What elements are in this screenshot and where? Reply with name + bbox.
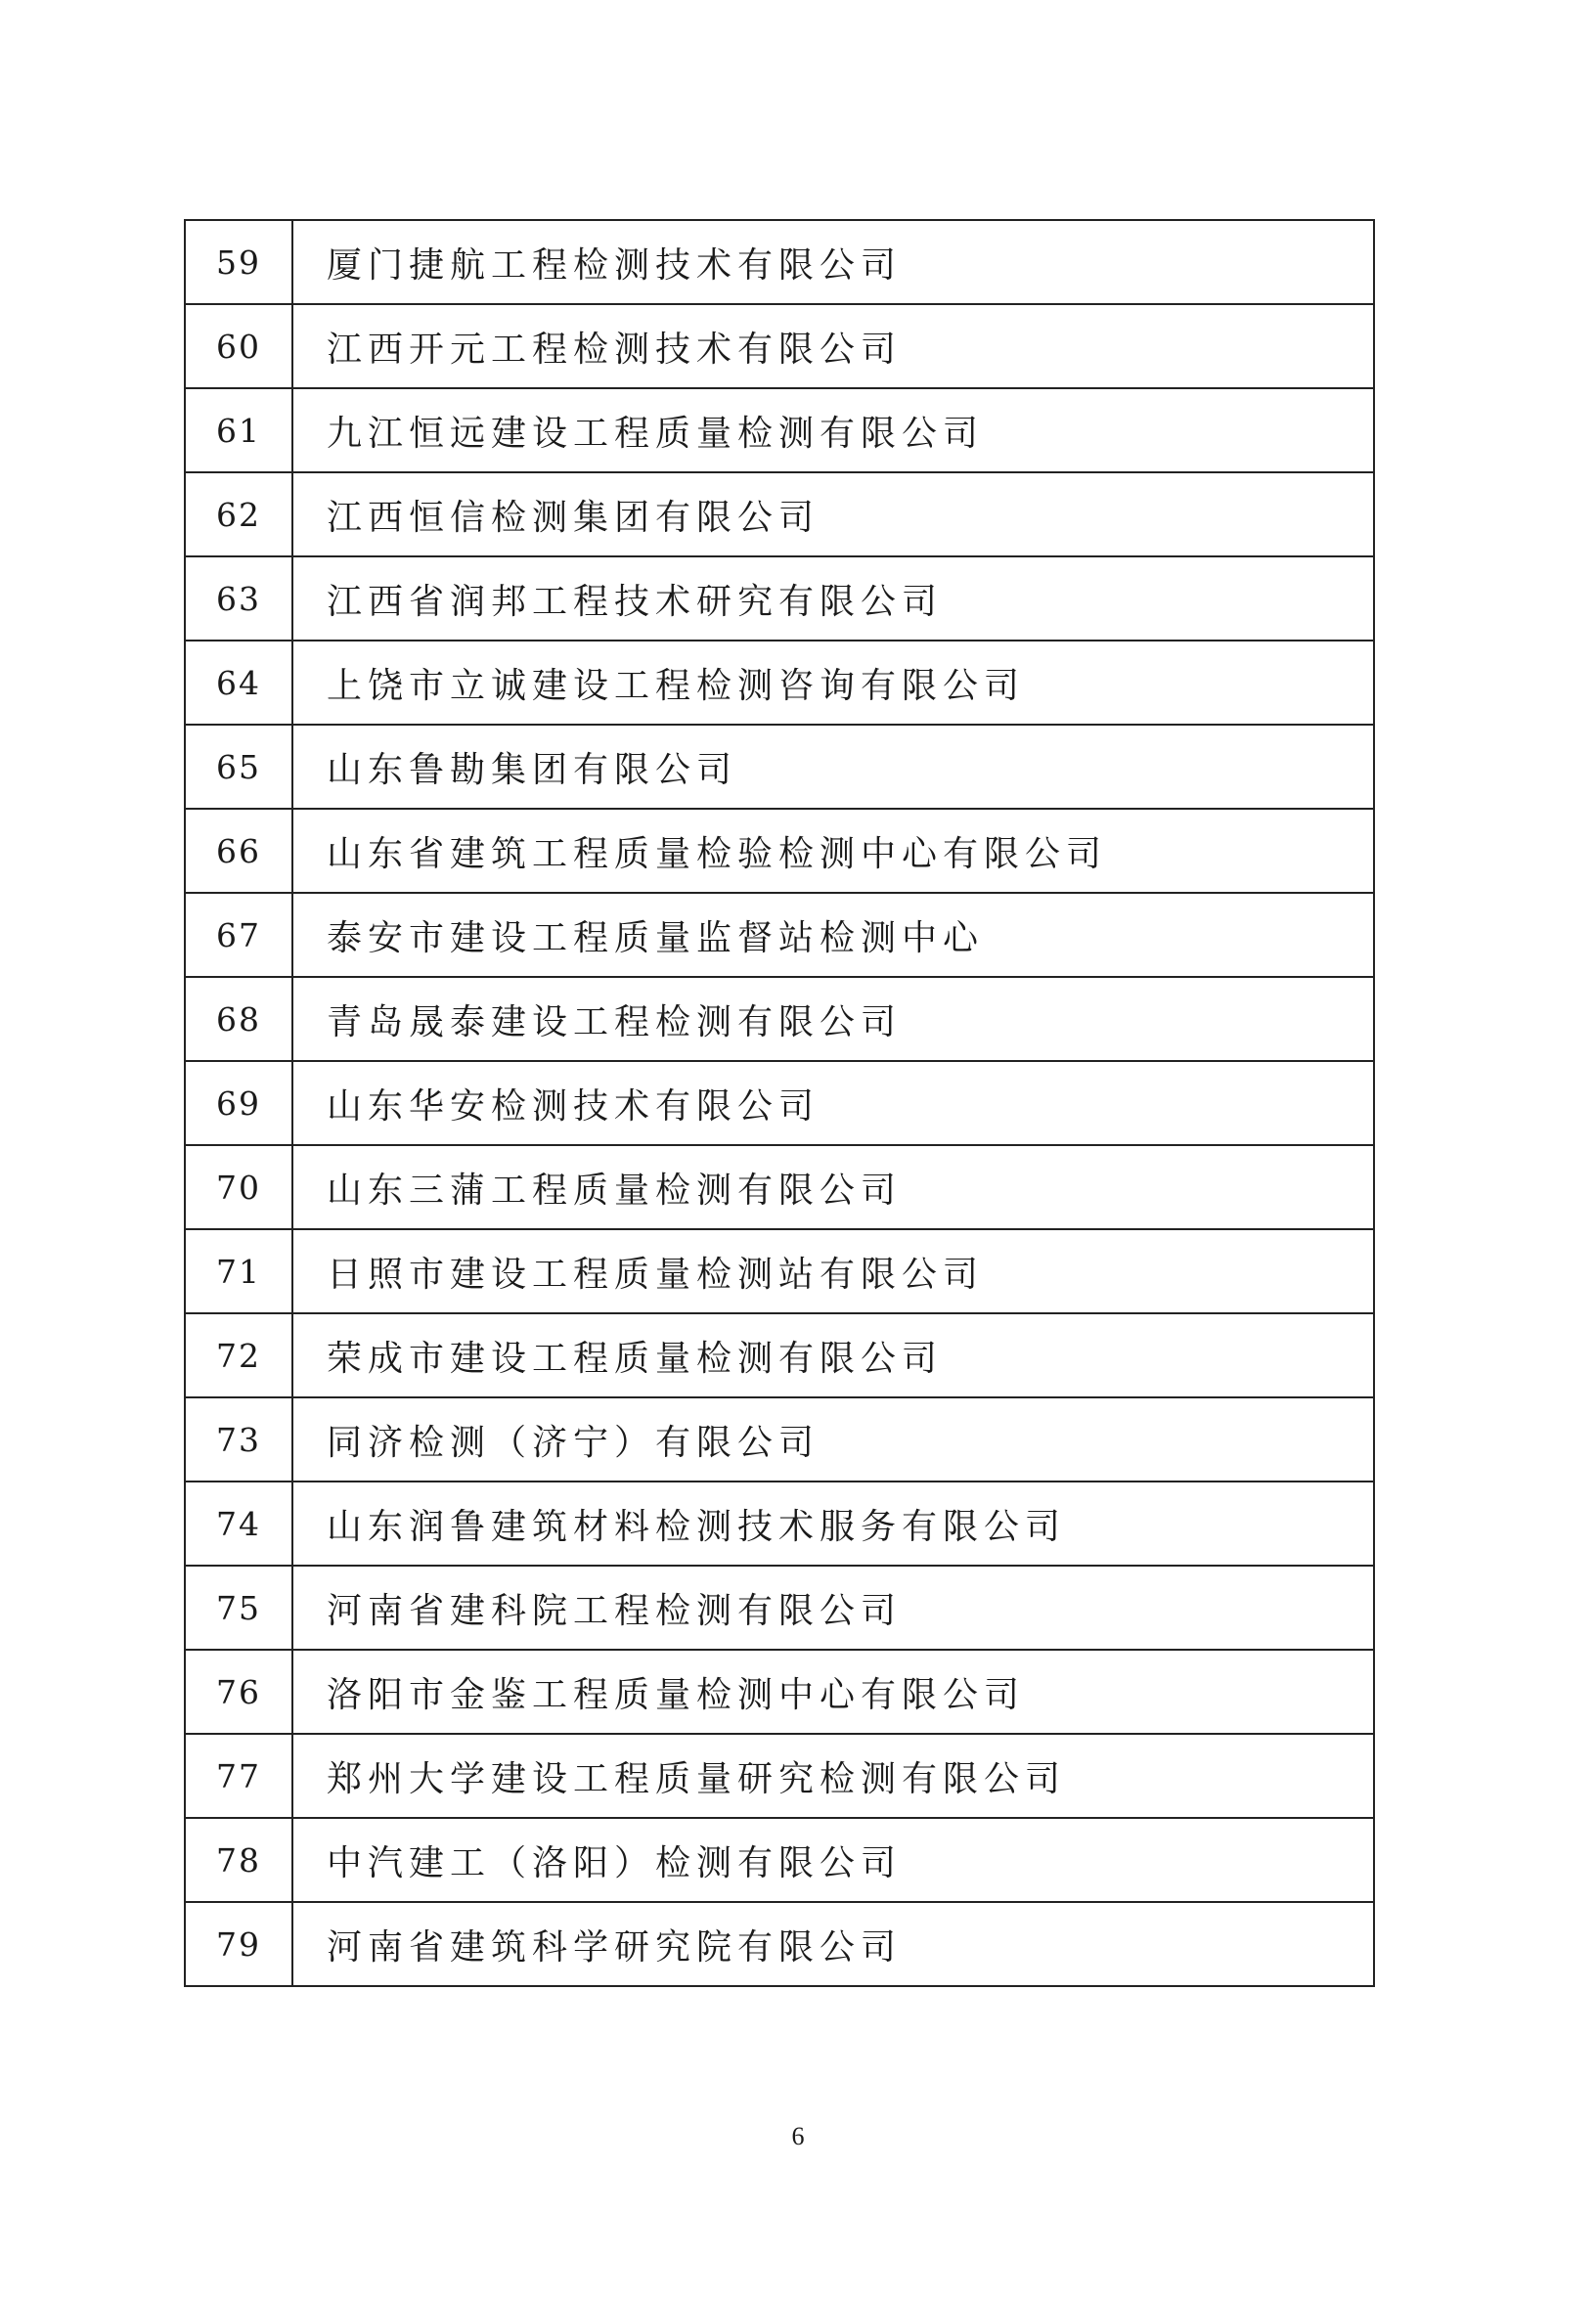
- table-row: [185, 1061, 1374, 1145]
- row-number-cell: 70: [185, 1145, 292, 1229]
- table-row: [185, 220, 1374, 304]
- row-number-cell: 60: [185, 304, 292, 388]
- institution-name-cell: 山东三蒲工程质量检测有限公司: [292, 1145, 1374, 1229]
- table-row: [185, 977, 1374, 1061]
- table-row: [185, 1482, 1374, 1566]
- institution-name-cell: 山东润鲁建筑材料检测技术服务有限公司: [292, 1482, 1374, 1566]
- table-row: [185, 388, 1374, 472]
- institution-name-cell: 河南省建筑科学研究院有限公司: [292, 1902, 1374, 1986]
- table-row: [185, 725, 1374, 809]
- table-body: [185, 220, 1374, 1986]
- row-number-cell: 73: [185, 1397, 292, 1482]
- institution-name-cell: 江西恒信检测集团有限公司: [292, 472, 1374, 556]
- table-row: [185, 1229, 1374, 1313]
- institution-name-cell: 厦门捷航工程检测技术有限公司: [292, 220, 1374, 304]
- table-row: [185, 304, 1374, 388]
- table-row: [185, 893, 1374, 977]
- table-row: [185, 641, 1374, 725]
- institution-name-cell: 郑州大学建设工程质量研究检测有限公司: [292, 1734, 1374, 1818]
- table-row: [185, 1818, 1374, 1902]
- institution-name-cell: 江西省润邦工程技术研究有限公司: [292, 556, 1374, 641]
- institution-name-cell: 洛阳市金鉴工程质量检测中心有限公司: [292, 1650, 1374, 1734]
- row-number-cell: 69: [185, 1061, 292, 1145]
- row-number-cell: 64: [185, 641, 292, 725]
- institution-name-cell: 九江恒远建设工程质量检测有限公司: [292, 388, 1374, 472]
- institution-name-cell: 荣成市建设工程质量检测有限公司: [292, 1313, 1374, 1397]
- row-number-cell: 74: [185, 1482, 292, 1566]
- institution-name-cell: 山东鲁勘集团有限公司: [292, 725, 1374, 809]
- institution-name-cell: 中汽建工（洛阳）检测有限公司: [292, 1818, 1374, 1902]
- table-row: [185, 1397, 1374, 1482]
- row-number-cell: 71: [185, 1229, 292, 1313]
- row-number-cell: 65: [185, 725, 292, 809]
- row-number-cell: 59: [185, 220, 292, 304]
- table-row: [185, 1734, 1374, 1818]
- institution-name-cell: 山东华安检测技术有限公司: [292, 1061, 1374, 1145]
- institution-name-cell: 山东省建筑工程质量检验检测中心有限公司: [292, 809, 1374, 893]
- table-row: [185, 1313, 1374, 1397]
- row-number-cell: 68: [185, 977, 292, 1061]
- institution-name-cell: 河南省建科院工程检测有限公司: [292, 1566, 1374, 1650]
- row-number-cell: 75: [185, 1566, 292, 1650]
- row-number-cell: 61: [185, 388, 292, 472]
- row-number-cell: 79: [185, 1902, 292, 1986]
- row-number-cell: 76: [185, 1650, 292, 1734]
- row-number-cell: 63: [185, 556, 292, 641]
- table-row: [185, 556, 1374, 641]
- institution-name-cell: 泰安市建设工程质量监督站检测中心: [292, 893, 1374, 977]
- institution-name-cell: 江西开元工程检测技术有限公司: [292, 304, 1374, 388]
- page-number: 6: [791, 2122, 805, 2150]
- institution-name-cell: 青岛晟泰建设工程检测有限公司: [292, 977, 1374, 1061]
- institution-name-cell: 上饶市立诚建设工程检测咨询有限公司: [292, 641, 1374, 725]
- institution-name-cell: 同济检测（济宁）有限公司: [292, 1397, 1374, 1482]
- institution-name-cell: 日照市建设工程质量检测站有限公司: [292, 1229, 1374, 1313]
- table-row: [185, 1566, 1374, 1650]
- institution-list-table: [184, 219, 1375, 1987]
- table-row: [185, 1902, 1374, 1986]
- row-number-cell: 67: [185, 893, 292, 977]
- row-number-cell: 78: [185, 1818, 292, 1902]
- table-row: [185, 1145, 1374, 1229]
- table-row: [185, 1650, 1374, 1734]
- row-number-cell: 72: [185, 1313, 292, 1397]
- table-row: [185, 809, 1374, 893]
- table-row: [185, 472, 1374, 556]
- row-number-cell: 77: [185, 1734, 292, 1818]
- row-number-cell: 66: [185, 809, 292, 893]
- row-number-cell: 62: [185, 472, 292, 556]
